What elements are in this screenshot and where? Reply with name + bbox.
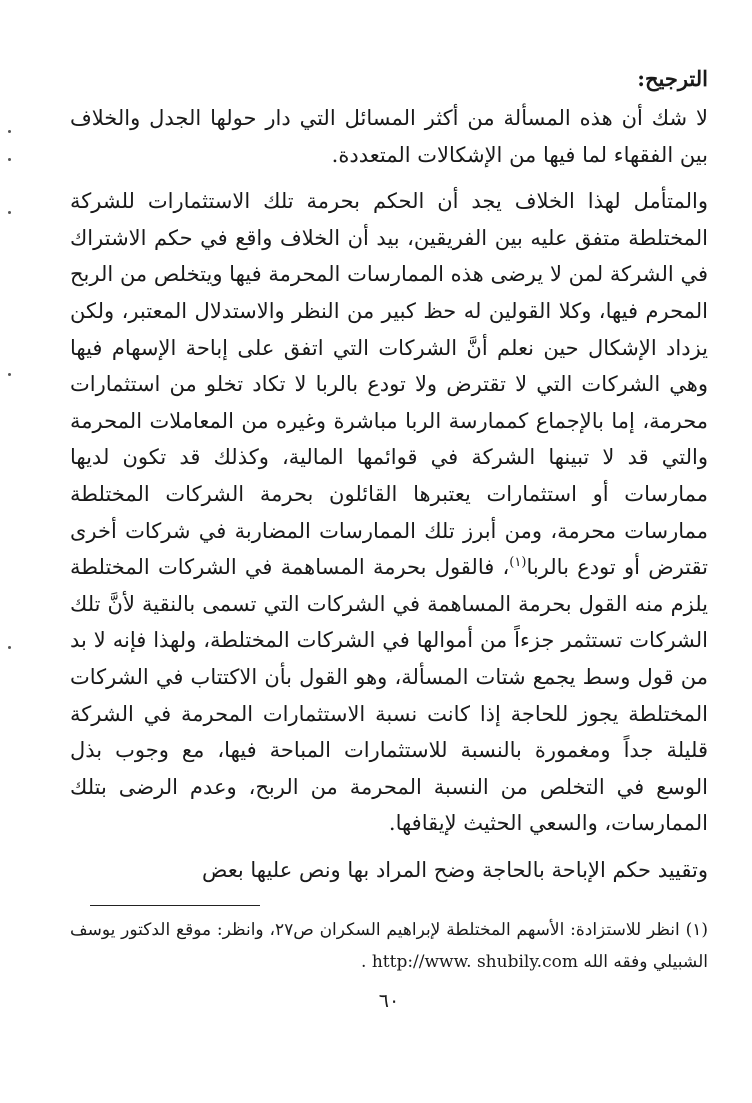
margin-mark — [8, 130, 11, 133]
margin-mark — [8, 211, 11, 214]
margin-mark — [8, 646, 11, 649]
margin-mark — [8, 373, 11, 376]
footnote-divider — [90, 905, 260, 906]
page-number: ٦٠ — [378, 990, 400, 1012]
paragraph-2-continuation: ، فالقول بحرمة المساهمة في الشركات المختلطة يلزم منه القول بحرمة المساهمة في الشركات التي تسمى بالنقية لأنَّ تلك الشركات تستثمر جزءاً من أموالها في الشركات المختلطة، ولهذا فإنه لا بد من قول وسط يجمع شتات المسألة، وهو القول بأن الاكتتاب في الشركات المختلطة يجوز للحاجة إذا كانت نسبة الاستثمارات المحرمة في الشركة قليلة جداً ومغمورة بالنسبة للاستثمارات المباحة فيها، مع وجوب بذل الوسع في التخلص من النسبة المحرمة من الربح، وعدم الرضى بتلك الممارسات، والسعي الحثيث لإيقافها. — [70, 555, 708, 836]
footnote: (١) انظر للاستزادة: الأسهم المختلطة لإبراهيم السكران ص٢٧، وانظر: موقع الدكتور يوسف الشبيلي وفقه الله http://www. shubily.com . — [70, 920, 708, 972]
paragraph-2-text: والمتأمل لهذا الخلاف يجد أن الحكم بحرمة تلك الاستثمارات للشركة المختلطة متفق عليه بين الفريقين، بيد أن الخلاف واقع في حكم الاشتراك في الشركة لمن لا يرضى هذه الممارسات المحرمة فيها ويتخلص من الربح المحرم فيها، وكلا القولين له حظ كبير من النظر والاستدلال المعتبر، ولكن يزداد الإشكال حين نعلم أنَّ الشركات التي اتفق على إباحة الإسهام فيها وهي الشركات التي لا تقترض ولا تودع بالربا لا تكاد تخلو من استثمارات محرمة، إما بالإجماع كممارسة الربا مباشرة وغيره من المعاملات المحرمة والتي قد لا تبينها الشركة في قوائمها المالية، وكذلك قد تكون لديها ممارسات أو استثمارات يعتبرها القائلون بحرمة الشركات المختلطة ممارسات محرمة، ومن أبرز تلك الممارسات المضاربة في شركات أخرى تقترض أو تودع بالربا — [70, 189, 708, 580]
paragraph-3: وتقييد حكم الإباحة بالحاجة وضح المراد بها ونص عليها بعض — [202, 857, 708, 882]
book-page — [70, 64, 708, 1074]
paragraph-1: لا شك أن هذه المسألة من أكثر المسائل التي دار حولها الجدل والخلاف بين الفقهاء لما فيها من الإشكالات المتعددة. — [70, 106, 708, 167]
margin-mark — [8, 158, 11, 161]
footnote-reference: (١) — [509, 555, 527, 571]
paragraph-2 — [70, 183, 708, 842]
section-heading: الترجيح: — [637, 66, 708, 91]
